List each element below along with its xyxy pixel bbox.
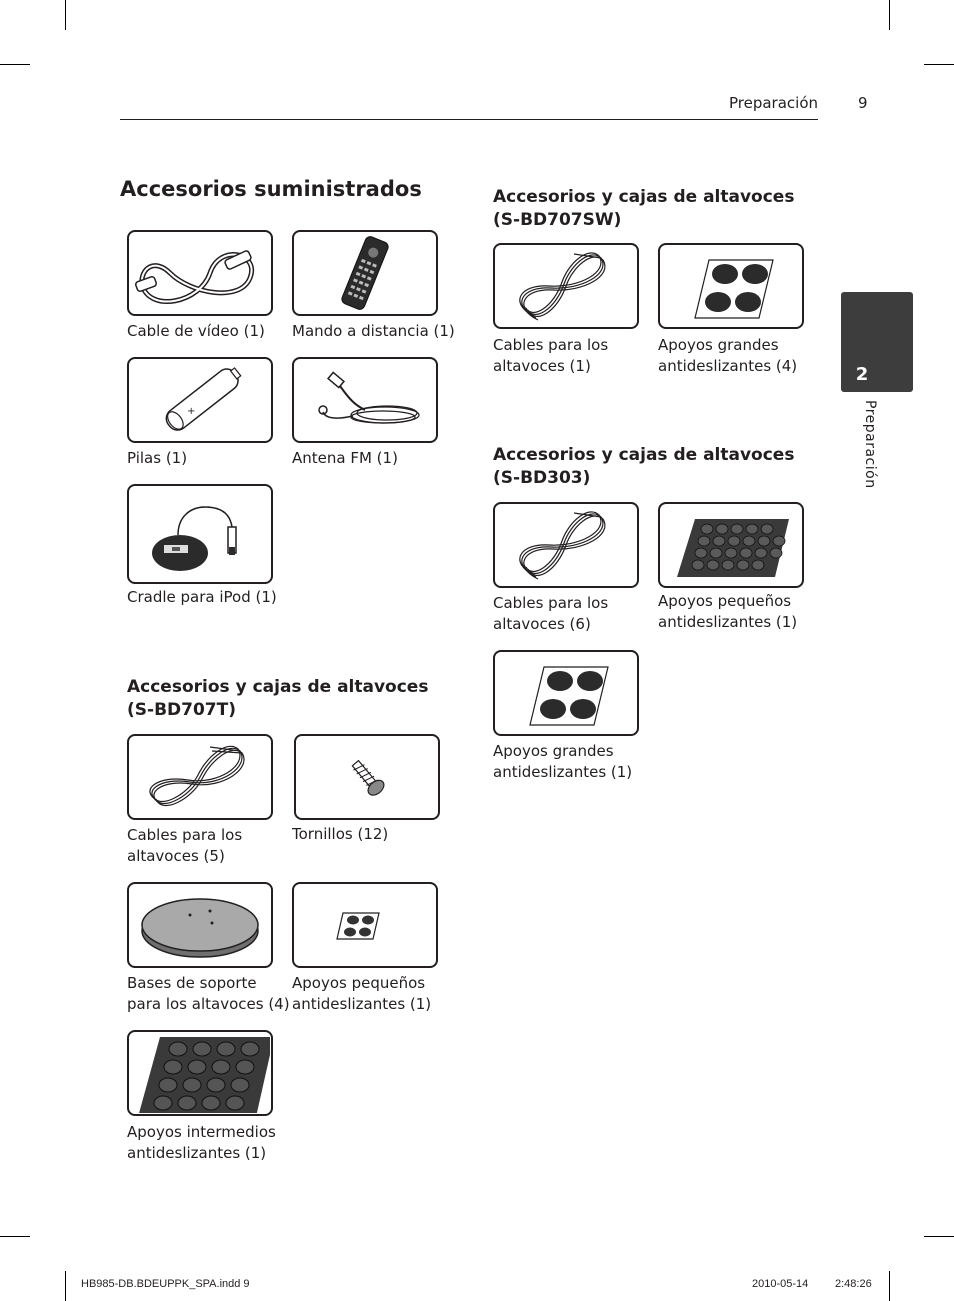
remote-control-box — [292, 230, 438, 316]
speaker-base-icon — [130, 885, 270, 965]
speaker-base-box — [127, 882, 273, 968]
caption-line: Apoyos pequeños — [658, 592, 792, 610]
caption-speaker-bases — [127, 973, 290, 1015]
large-pads-box — [493, 650, 639, 736]
caption-line: antideslizantes (1) — [127, 1144, 267, 1162]
section-title-line: Accesorios y cajas de altavoces — [493, 445, 795, 465]
speaker-cable-icon — [496, 505, 636, 585]
speaker-cable-icon — [496, 246, 636, 326]
crop-mark — [924, 64, 954, 65]
chapter-label: Preparación — [862, 400, 878, 489]
caption-line: Cables para los — [493, 336, 609, 354]
screw-icon — [297, 737, 437, 817]
caption-medium-pads — [127, 1122, 276, 1164]
ipod-cradle-box — [127, 484, 273, 584]
section-title-line: Accesorios y cajas de altavoces — [493, 187, 795, 207]
caption-line: Cables para los — [493, 594, 609, 612]
svg-text:+: + — [187, 406, 196, 417]
video-cable-icon — [130, 233, 270, 313]
battery-icon — [130, 360, 270, 440]
caption-line: Apoyos pequeños — [292, 974, 426, 992]
page-number: 9 — [858, 94, 868, 112]
caption-line: antideslizantes (1) — [292, 995, 432, 1013]
caption-line: Bases de soporte — [127, 974, 257, 992]
caption-line: Tornillos (12) — [292, 825, 389, 843]
caption-line: antideslizantes (4) — [658, 357, 798, 375]
caption-line: Apoyos grandes — [493, 742, 614, 760]
caption-large-pads — [493, 741, 632, 783]
chapter-number: 2 — [855, 364, 869, 385]
caption-small-pads — [292, 973, 431, 1015]
medium-pads-box — [127, 1030, 273, 1116]
footer-time: 2:48:26 — [835, 1278, 872, 1290]
crop-mark — [924, 1236, 954, 1237]
caption-large-pads — [658, 335, 797, 377]
caption-line: altavoces (5) — [127, 847, 225, 865]
section-title-line: Accesorios y cajas de altavoces — [127, 677, 429, 697]
small-pads-sheet-box — [658, 502, 804, 588]
fm-antenna-box — [292, 357, 438, 443]
large-pads-icon — [661, 246, 801, 326]
section-title-model: (S-BD707T) — [127, 700, 236, 720]
small-pads-icon — [295, 885, 435, 965]
speaker-cable-box — [493, 502, 639, 588]
section-title-model: (S-BD303) — [493, 468, 591, 488]
caption-video-cable: Cable de vídeo (1) — [127, 322, 265, 340]
caption-speaker-cables — [493, 335, 608, 377]
footer-filename: HB985-DB.BDEUPPK_SPA.indd 9 — [81, 1278, 250, 1290]
section-title-bd303 — [493, 444, 794, 490]
small-pads-box — [292, 882, 438, 968]
battery-box — [127, 357, 273, 443]
caption-speaker-cables — [127, 825, 242, 867]
caption-line: Apoyos grandes — [658, 336, 779, 354]
large-pads-box — [658, 243, 804, 329]
caption-line: antideslizantes (1) — [658, 613, 798, 631]
caption-fm-antenna: Antena FM (1) — [292, 449, 398, 467]
small-pads-sheet-icon — [661, 505, 801, 585]
remote-control-icon — [295, 233, 435, 313]
large-pads-icon — [496, 653, 636, 733]
crop-mark — [65, 0, 66, 30]
caption-battery: Pilas (1) — [127, 449, 188, 467]
section-title-bd707t — [127, 676, 428, 722]
caption-line: altavoces (1) — [493, 357, 591, 375]
running-header-title: Preparación — [729, 94, 819, 112]
crop-mark — [0, 64, 30, 65]
screw-box — [294, 734, 440, 820]
caption-line: Apoyos intermedios — [127, 1123, 276, 1141]
caption-remote-control: Mando a distancia (1) — [292, 322, 455, 340]
crop-mark — [65, 1271, 66, 1301]
page-title: Accesorios suministrados — [120, 177, 422, 201]
section-title-bd707sw — [493, 186, 794, 232]
caption-line: antideslizantes (1) — [493, 763, 633, 781]
speaker-cable-box — [127, 734, 273, 820]
caption-speaker-cables — [493, 593, 608, 635]
medium-pads-icon — [130, 1033, 270, 1113]
header-rule — [120, 119, 818, 120]
speaker-cable-icon — [130, 737, 270, 817]
crop-mark — [889, 0, 890, 30]
caption-line: para los altavoces (4) — [127, 995, 290, 1013]
section-title-model: (S-BD707SW) — [493, 210, 622, 230]
caption-line: Cables para los — [127, 826, 243, 844]
fm-antenna-icon — [295, 360, 435, 440]
video-cable-box — [127, 230, 273, 316]
caption-line: altavoces (6) — [493, 615, 591, 633]
caption-ipod-cradle: Cradle para iPod (1) — [127, 588, 277, 606]
crop-mark — [0, 1236, 30, 1237]
footer-date: 2010-05-14 — [752, 1278, 809, 1290]
crop-mark — [889, 1271, 890, 1301]
ipod-cradle-icon — [130, 487, 270, 581]
caption-small-pads — [658, 591, 797, 633]
caption-screws — [292, 824, 388, 845]
speaker-cable-box — [493, 243, 639, 329]
